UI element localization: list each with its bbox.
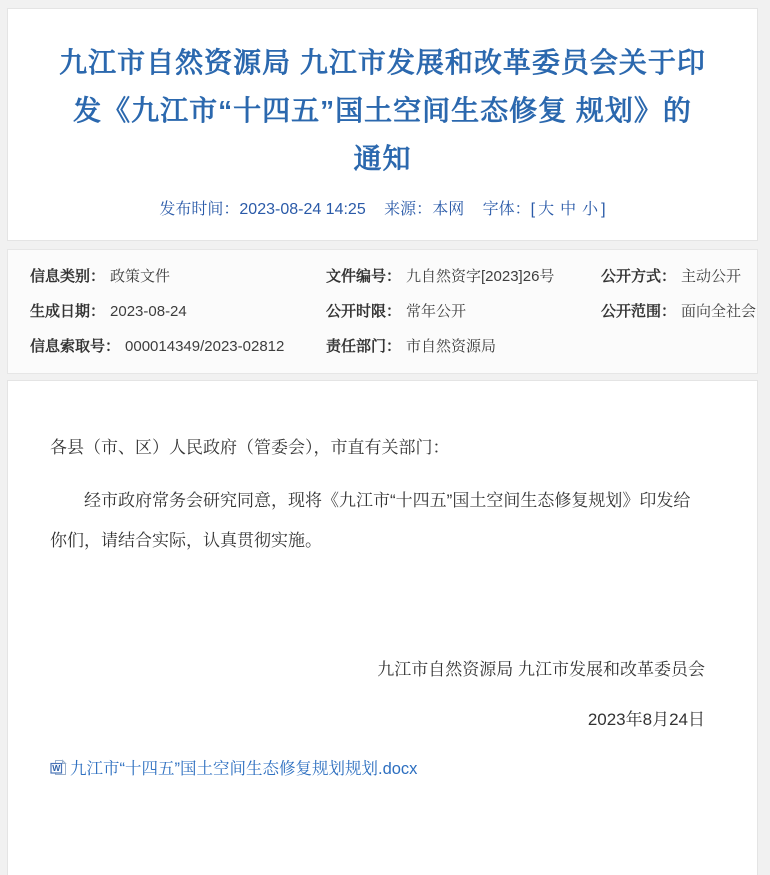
meta-label: 责任部门：: [326, 338, 402, 355]
svg-text:W: W: [52, 762, 61, 773]
meta-item-disclosure-period: [326, 294, 601, 329]
meta-item-index-number: [30, 329, 326, 364]
meta-value: 主动公开: [681, 268, 742, 285]
signature-date: 2023年8月24日: [587, 710, 705, 729]
meta-value: 九自然资字[2023]26号: [406, 268, 555, 285]
font-size-medium-button[interactable]: 中: [560, 201, 577, 218]
attachment-row: [50, 755, 705, 781]
title-line-1: 九江市自然资源局 九江市发展和改革委员会关于印: [59, 47, 706, 78]
word-doc-icon: [50, 759, 67, 776]
attachment-filename: 九江市“十四五”国土空间生态修复规划规划.docx: [70, 760, 418, 778]
meta-value: 常年公开: [406, 303, 467, 320]
meta-value: 政策文件: [110, 268, 171, 285]
meta-label: 信息索取号：: [30, 338, 121, 355]
meta-label: 信息类别：: [30, 268, 106, 285]
meta-grid: [30, 259, 757, 364]
meta-item-disclosure-method: [601, 259, 757, 294]
meta-item-info-category: [30, 259, 326, 294]
title-line-2: 发《九江市“十四五”国土空间生态修复 规划》的: [73, 95, 692, 126]
font-bracket-close: ]: [601, 201, 606, 218]
meta-label: 文件编号：: [326, 268, 402, 285]
main-column: [7, 8, 758, 875]
meta-value: 2023-08-24: [110, 303, 187, 320]
body-paragraph: 经市政府常务会研究同意，现将《九江市“十四五”国土空间生态修复规划》印发给你们，请结合实际，认真贯彻实施。: [50, 491, 691, 550]
publish-info-bar: [46, 200, 719, 220]
meta-label: 公开时限：: [326, 303, 402, 320]
source: [384, 201, 464, 218]
meta-label: 公开方式：: [601, 268, 677, 285]
header-panel: [7, 8, 758, 241]
meta-panel: [7, 249, 758, 374]
font-size-small-button[interactable]: 小: [582, 201, 599, 218]
meta-item-empty: [601, 329, 757, 364]
publish-time-label: 发布时间：: [159, 201, 240, 218]
font-size-large-button[interactable]: 大: [538, 201, 555, 218]
meta-item-doc-number: [326, 259, 601, 294]
font-label: 字体：: [482, 201, 531, 218]
notice-title: [46, 39, 719, 183]
title-line-3: 通知: [353, 143, 412, 174]
meta-item-responsible-dept: [326, 329, 601, 364]
meta-value: 面向全社会: [681, 303, 757, 320]
publish-time-value: 2023-08-24 14:25: [239, 201, 366, 218]
signature-org: 九江市自然资源局 九江市发展和改革委员会: [377, 660, 705, 679]
publish-time: [159, 201, 365, 218]
font-bracket-open: [: [530, 201, 536, 218]
attachment-link[interactable]: [50, 755, 417, 779]
meta-value: 市自然资源局: [406, 338, 497, 355]
meta-value: 000014349/2023-02812: [125, 338, 285, 355]
signature-block: [50, 659, 705, 731]
content-panel: [7, 380, 758, 875]
font-size-switcher: [483, 201, 606, 218]
meta-item-disclosure-scope: [601, 294, 757, 329]
source-value: 本网: [432, 201, 465, 218]
source-label: 来源：: [384, 201, 433, 218]
salutation: 各县（市、区）人民政府（管委会），市直有关部门：: [50, 438, 450, 457]
meta-label: 公开范围：: [601, 303, 677, 320]
meta-label: 生成日期：: [30, 303, 106, 320]
meta-item-creation-date: [30, 294, 326, 329]
